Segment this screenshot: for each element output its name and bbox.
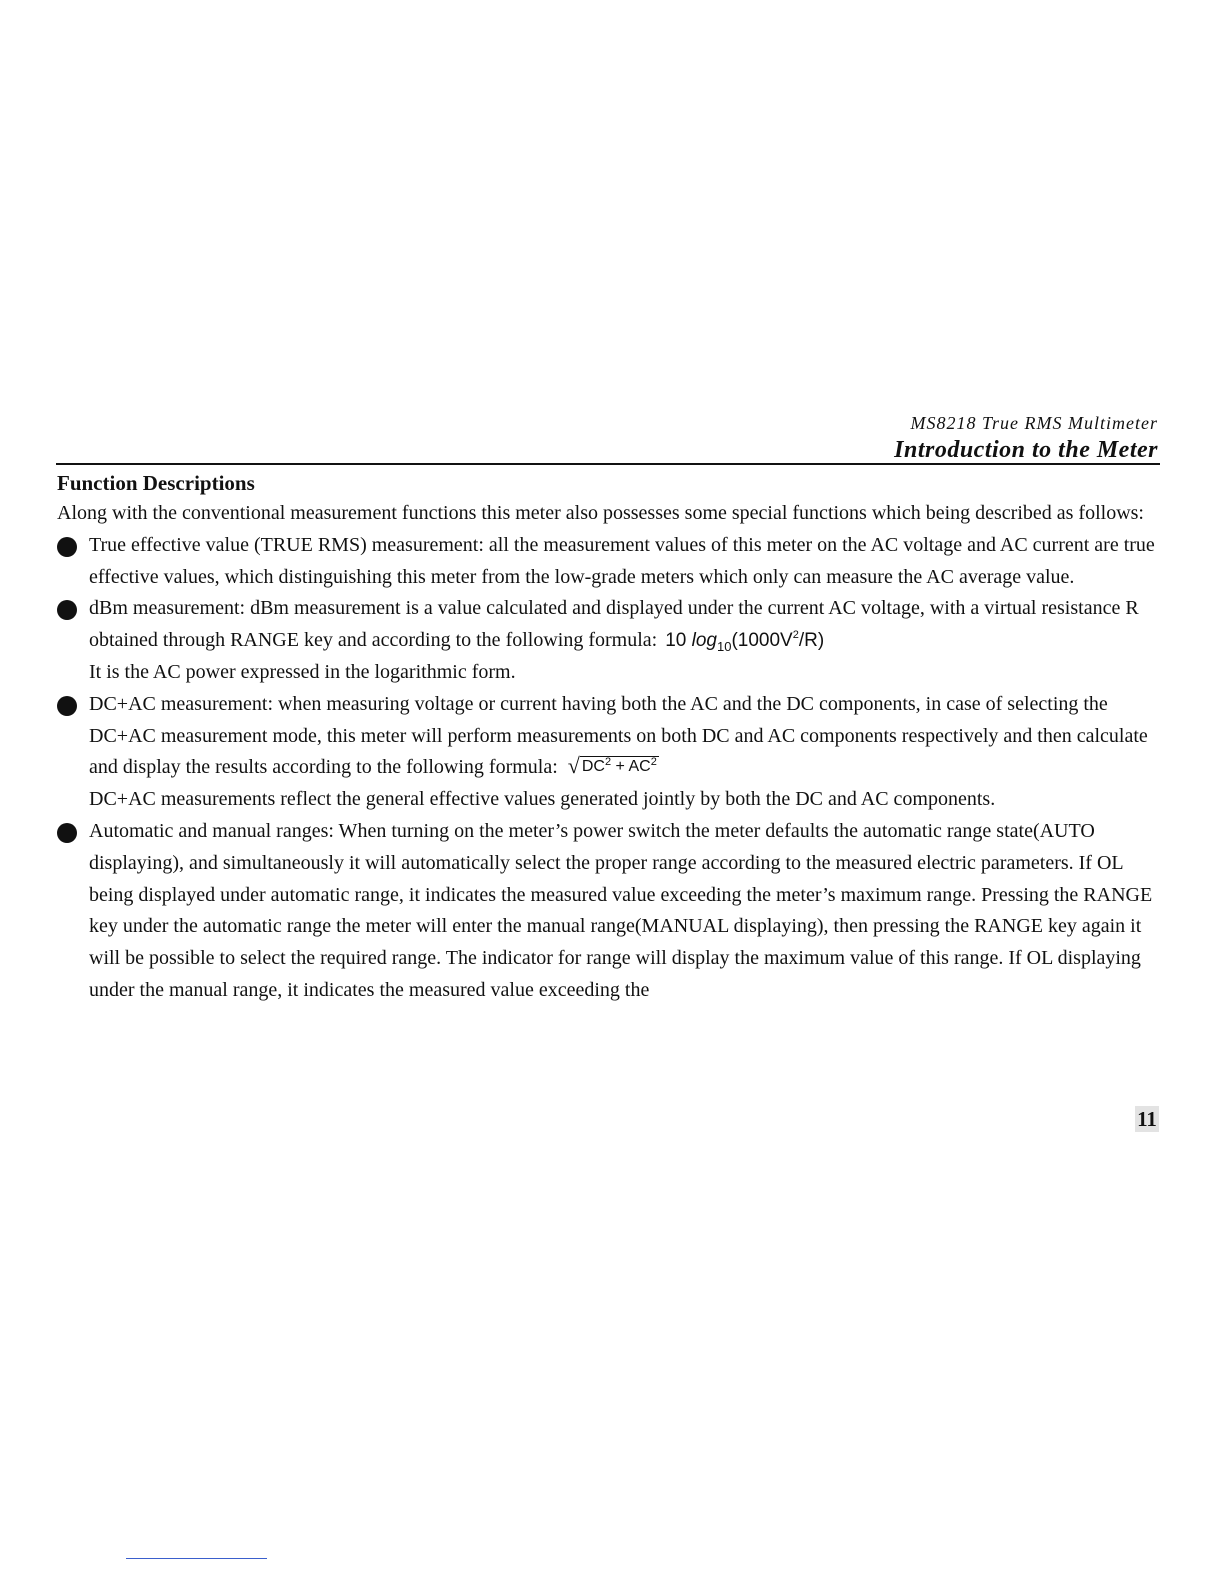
footer-line	[126, 1558, 267, 1559]
formula-close: /R)	[798, 630, 825, 652]
bullet-note: DC+AC measurements reflect the general effective values generated jointly by both the DC and AC components.	[89, 788, 996, 811]
dbm-formula	[665, 629, 825, 655]
square-root-icon: √	[567, 753, 580, 779]
formula-coef: 10	[665, 630, 687, 652]
intro-paragraph: Along with the conventional measurement functions this meter also possesses some special functions which being described as follows:	[57, 502, 1144, 524]
page-content	[57, 468, 1157, 1007]
header-section-title: Introduction to the Meter	[894, 437, 1158, 463]
bullet-dot-icon	[57, 600, 77, 620]
formula-term-ac: AC	[628, 758, 651, 776]
formula-log-base: 10	[716, 639, 732, 655]
page-number: 11	[1135, 1106, 1159, 1132]
bullet-text: DC+AC measurement: when measuring voltage or current having both the AC and the DC components, in case of selecting the DC+AC measurement mode, this meter will perform measurements on both DC and AC components respectively and then calculate and display the results according to the following formula:	[89, 692, 1148, 779]
formula-plus: +	[611, 758, 629, 776]
bullet-text: dBm measurement: dBm measurement is a value calculated and displayed under the current AC voltage, with a virtual resistance R obtained through RANGE key and according to the following formula:	[89, 597, 1139, 652]
bullet-item-dbm	[57, 593, 1157, 688]
bullet-dot-icon	[57, 696, 77, 716]
bullet-dot-icon	[57, 537, 77, 557]
dc-ac-formula	[568, 755, 659, 777]
bullet-text-with-formula	[89, 593, 1157, 657]
bullet-text: Automatic and manual ranges: When turning on the meter’s power switch the meter defaults the automatic range state(AUTO displaying), and simultaneously it will automatically select the proper range according to the measured electric parameters. If OL being displayed under automatic range, it indicates the measured value exceeding the meter’s maximum range. Pressing the RANGE key under the automatic range the meter will enter the manual range(MANUAL displaying), then pressing the RANGE key again it will be possible to select the required range. The indicator for range will display the maximum value of this range. If OL displaying under the manual range, it indicates the measured value exceeding the	[89, 819, 1153, 1001]
bullet-item-ranges	[57, 816, 1157, 1007]
square-root-body	[580, 756, 659, 777]
bullet-text-with-formula	[89, 689, 1157, 784]
bullet-item-true-rms	[57, 530, 1157, 594]
formula-exponent: 2	[792, 629, 799, 642]
bullet-note: It is the AC power expressed in the logarithmic form.	[89, 660, 516, 683]
bullet-item-dc-ac	[57, 689, 1157, 816]
formula-exponent-ac: 2	[650, 756, 657, 769]
header-rule	[56, 463, 1160, 465]
header-product-title: MS8218 True RMS Multimeter	[910, 413, 1158, 433]
section-title: Function Descriptions	[57, 471, 255, 495]
formula-open: (1000V	[731, 630, 793, 652]
formula-term-dc: DC	[581, 758, 605, 776]
running-header	[56, 410, 1158, 464]
formula-log: log	[691, 630, 717, 652]
bullet-text: True effective value (TRUE RMS) measurement: all the measurement values of this meter on the AC voltage and AC current are true effective values, which distinguishing this meter from the low-grade meters which only can measure the AC average value.	[89, 533, 1155, 588]
bullet-dot-icon	[57, 823, 77, 843]
formula-exponent-dc: 2	[604, 756, 612, 769]
